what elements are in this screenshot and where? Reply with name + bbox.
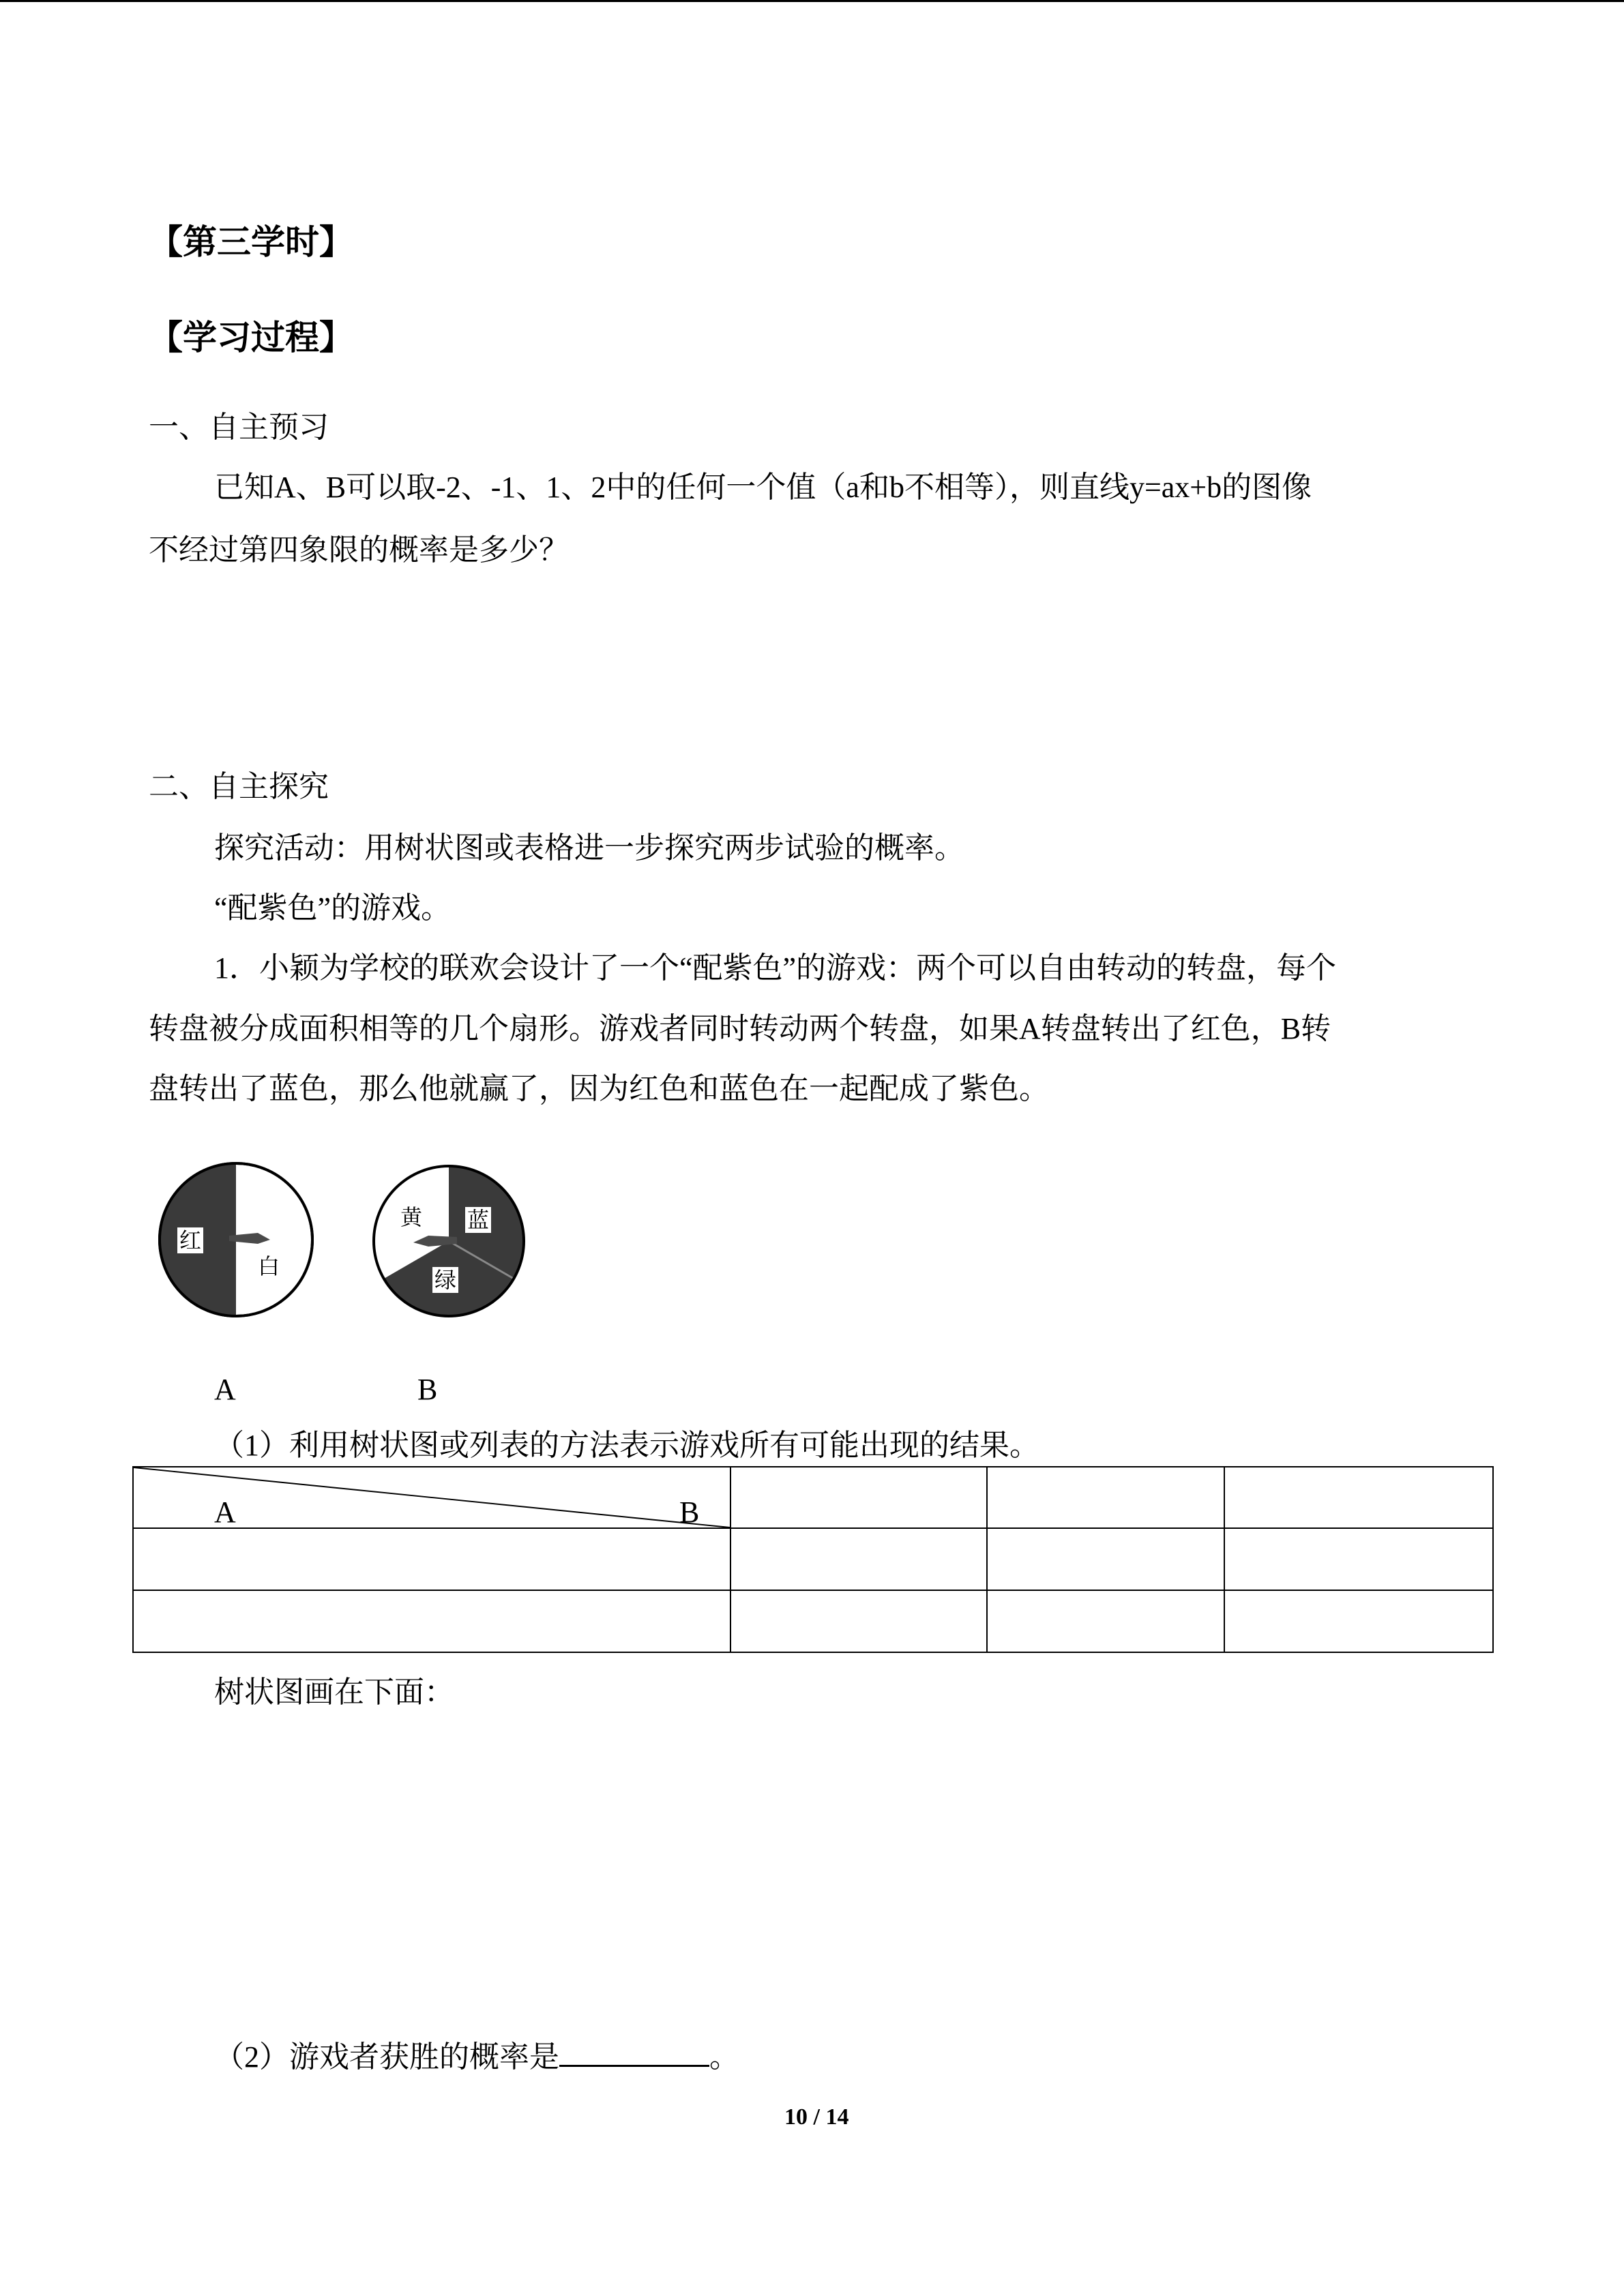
question2-prefix: （2）游戏者获胜的概率是 bbox=[214, 2040, 559, 2074]
answer-blank[interactable] bbox=[559, 2038, 709, 2067]
tree-diagram-note: 树状图画在下面： bbox=[214, 1675, 454, 1709]
paragraph1-line3: 盘转出了蓝色，那么他就赢了，因为红色和蓝色在一起配成了紫色。 bbox=[149, 1072, 1049, 1105]
table-cell[interactable] bbox=[987, 1528, 1224, 1590]
sector-a-white: 白 bbox=[257, 1253, 280, 1279]
table-cell[interactable] bbox=[730, 1590, 987, 1652]
wheel-b-label: B bbox=[417, 1373, 438, 1406]
game-title: “配紫色”的游戏。 bbox=[214, 891, 452, 925]
section2-title: 二、自主探究 bbox=[149, 770, 329, 803]
top-border bbox=[0, 0, 1624, 2]
corner-label-b: B bbox=[679, 1495, 700, 1529]
spinner-a bbox=[156, 1159, 319, 1323]
spinner-b bbox=[370, 1159, 533, 1323]
sector-b-blue: 蓝 bbox=[467, 1207, 490, 1233]
section1-line2: 不经过第四象限的概率是多少？ bbox=[149, 533, 569, 567]
table-cell[interactable] bbox=[1224, 1590, 1493, 1652]
table-cell[interactable] bbox=[730, 1528, 987, 1590]
page-number: 10 / 14 bbox=[784, 2104, 849, 2130]
outcome-table bbox=[132, 1466, 1494, 1653]
activity-text: 探究活动：用树状图或表格进一步探究两步试验的概率。 bbox=[214, 831, 964, 865]
table-cell[interactable] bbox=[133, 1590, 730, 1652]
question2 bbox=[214, 2038, 739, 2072]
paragraph1-line2: 转盘被分成面积相等的几个扇形。游戏者同时转动两个转盘，如果A转盘转出了红色，B转 bbox=[149, 1012, 1331, 1045]
wheel-a-label: A bbox=[214, 1373, 236, 1406]
heading-process: 【学习过程】 bbox=[149, 318, 353, 357]
table-cell[interactable] bbox=[987, 1590, 1224, 1652]
table-cell[interactable] bbox=[987, 1467, 1224, 1528]
paragraph1-line1: 1．小颖为学校的联欢会设计了一个“配紫色”的游戏：两个可以自由转动的转盘，每个 bbox=[214, 951, 1337, 985]
heading-session: 【第三学时】 bbox=[149, 223, 353, 261]
table-cell[interactable] bbox=[730, 1467, 987, 1528]
section1-line1: 已知A、B可以取-2、-1、1、2中的任何一个值（a和b不相等），则直线y=ax+b的图像 bbox=[214, 471, 1312, 504]
table-cell[interactable] bbox=[1224, 1528, 1493, 1590]
sector-a-red: 红 bbox=[179, 1227, 202, 1253]
table-cell[interactable] bbox=[133, 1528, 730, 1590]
table-corner-cell bbox=[133, 1467, 730, 1528]
question1-text: （1）利用树状图或列表的方法表示游戏所有可能出现的结果。 bbox=[214, 1429, 1039, 1462]
sector-b-yellow: 黄 bbox=[400, 1204, 423, 1230]
corner-label-a: A bbox=[214, 1495, 236, 1529]
question2-suffix: 。 bbox=[709, 2040, 739, 2074]
table-cell[interactable] bbox=[1224, 1467, 1493, 1528]
section1-title: 一、自主预习 bbox=[149, 411, 329, 444]
sector-b-green: 绿 bbox=[434, 1267, 457, 1293]
